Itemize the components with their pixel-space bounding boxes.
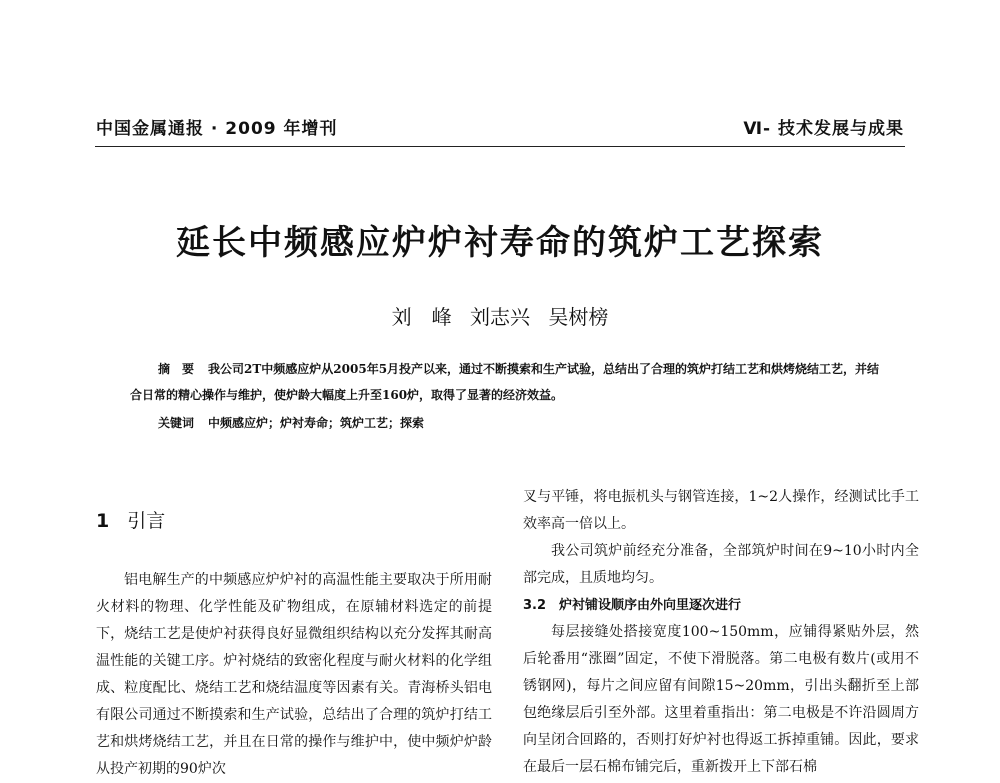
paragraph: 叉与平锤，将电振机头与钢管连接，1~2人操作，经测试比手工效率高一倍以上。 xyxy=(523,489,919,532)
header-rule xyxy=(95,146,905,147)
author-list xyxy=(0,301,1000,330)
paragraph: 我公司筑炉前经充分准备，全部筑炉时间在9~10小时内全部完成，且质地均匀。 xyxy=(523,543,919,586)
section-number: 1 xyxy=(96,510,110,532)
keywords xyxy=(130,410,880,436)
intro-paragraph: 铝电解生产的中频感应炉炉衬的高温性能主要取决于所用耐火材料的物理、化学性能及矿物组成，在原辅材料选定的前提下，烧结工艺是使炉衬获得良好显微组织结构以充分发挥其耐高温性能的关键工序。炉衬烧结的致密化程度与耐火材料的化学组成、粒度配比、烧结工艺和烧结温度等因素有关。青海桥头铝电有限公司通过不断摸索和生产试验，总结出了合理的筑炉打结工艺和烘烤烧结工艺，并且在日常的操作与维护中，使中频炉炉龄从投产初期的90炉次 xyxy=(96,572,492,777)
left-column xyxy=(96,508,492,783)
author: 刘志兴 xyxy=(470,305,530,329)
subsection-heading: 3.2 炉衬铺设顺序由外向里逐次进行 xyxy=(523,598,742,613)
keywords-label: 关键词 xyxy=(158,416,195,430)
keywords-text: 中频感应炉；炉衬寿命；筑炉工艺；探索 xyxy=(208,416,425,430)
author: 吴树榜 xyxy=(548,305,609,329)
right-column xyxy=(523,484,919,781)
abstract-text: 我公司2T中频感应炉从2005年5月投产以来，通过不断摸索和生产试验，总结出了合理的筑炉打结工艺和烘烤烧结工艺，并结合日常的精心操作与维护，使炉龄大幅度上升至160炉，取得了显著的经济效益。 xyxy=(130,362,880,402)
paper-title: 延长中频感应炉炉衬寿命的筑炉工艺探索 xyxy=(176,223,824,263)
journal-header: 中国金属通报 · 2009 年增刊 xyxy=(96,119,338,139)
section-title: 引言 xyxy=(127,510,166,532)
author: 刘 峰 xyxy=(391,305,452,329)
abstract xyxy=(130,356,880,408)
abstract-label: 摘 要 xyxy=(158,362,195,376)
paragraph: 每层接缝处搭接宽度100~150mm，应铺得紧贴外层，然后轮番用“涨圈”固定，不使下滑脱落。第二电极有数片(或用不锈钢网)，每片之间应留有间隙15~20mm，引出头翻折至上部包绝缘层后引至外部。这里着重指出：第二电极是不许沿圆周方向呈闭合回路的，否则打好炉衬也得返工拆掉重铺。因此，要求在最后一层石棉布铺完后，重新拨开上下部石棉 xyxy=(523,624,919,775)
section-header: Ⅵ- 技术发展与成果 xyxy=(743,119,904,139)
section-heading xyxy=(96,508,492,535)
